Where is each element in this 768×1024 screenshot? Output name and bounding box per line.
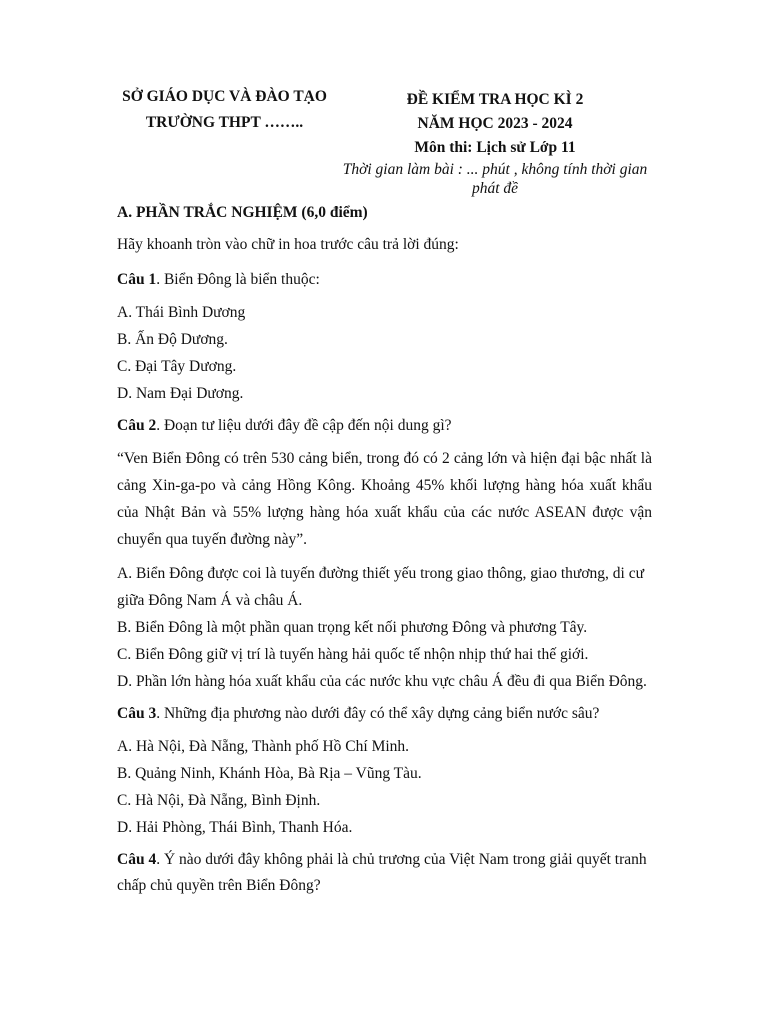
school-info — [117, 88, 332, 132]
exam-title: ĐỀ KIỂM TRA HỌC KÌ 2 — [406, 91, 584, 108]
question-3-options — [117, 733, 652, 841]
option-c: C. Biển Đông giữ vị trí là tuyến hàng hải quốc tế nhộn nhịp thứ hai thế giới. — [117, 646, 589, 663]
option-b: B. Ấn Độ Dương. — [117, 331, 228, 348]
question-label: Câu 3 — [117, 705, 157, 722]
department-name: SỞ GIÁO DỤC VÀ ĐÀO TẠO — [122, 88, 327, 105]
question-label: Câu 4 — [117, 851, 157, 868]
school-year: NĂM HỌC 2023 - 2024 — [417, 115, 573, 132]
source-quote: “Ven Biển Đông có trên 530 cảng biển, trong đó có 2 cảng lớn và hiện đại bậc nhất là cảng Xin-ga-po và cảng Hồng Kông. Khoảng 45% khối lượng hàng hóa xuất khẩu của Nhật Bản và 55% lượng hàng hóa xuất khẩu của các nước ASEAN được vận chuyển qua tuyến đường này”. — [117, 450, 652, 548]
option-a: A. Biển Đông được coi là tuyến đường thiết yếu trong giao thông, giao thương, di cư giữa Đông Nam Á và châu Á. — [117, 565, 644, 609]
school-name: TRƯỜNG THPT …….. — [145, 114, 304, 131]
subject: Môn thi: Lịch sử Lớp 11 — [414, 139, 576, 156]
section-title: A. PHẦN TRẮC NGHIỆM (6,0 điểm) — [117, 204, 368, 221]
question-label: Câu 2 — [117, 417, 157, 434]
question-2-options — [117, 560, 652, 695]
question-4 — [117, 847, 652, 899]
option-c: C. Hà Nội, Đà Nẵng, Bình Định. — [117, 792, 321, 809]
instruction: Hãy khoanh tròn vào chữ in hoa trước câu trả lời đúng: — [117, 236, 459, 253]
option-d: D. Nam Đại Dương. — [117, 385, 244, 402]
question-2 — [117, 413, 652, 439]
option-d: D. Phần lớn hàng hóa xuất khẩu của các nước khu vực châu Á đều đi qua Biển Đông. — [117, 673, 647, 690]
question-label: Câu 1 — [117, 271, 157, 288]
exam-header — [0, 88, 768, 200]
question-1 — [117, 267, 652, 293]
time-note: Thời gian làm bài : ... phút , không tính thời gian phát đề — [342, 161, 648, 197]
question-1-options — [117, 299, 652, 407]
question-text: . Những địa phương nào dưới đây có thể xây dựng cảng biển nước sâu? — [156, 705, 600, 722]
option-c: C. Đại Tây Dương. — [117, 358, 237, 375]
option-d: D. Hải Phòng, Thái Bình, Thanh Hóa. — [117, 819, 353, 836]
exam-info — [340, 88, 650, 198]
question-text: . Đoạn tư liệu dưới đây đề cập đến nội dung gì? — [156, 417, 452, 434]
option-a: A. Hà Nội, Đà Nẵng, Thành phố Hồ Chí Minh. — [117, 738, 410, 755]
option-a: A. Thái Bình Dương — [117, 304, 246, 321]
question-3 — [117, 701, 652, 727]
exam-content — [117, 202, 652, 905]
option-b: B. Quảng Ninh, Khánh Hòa, Bà Rịa – Vũng Tàu. — [117, 765, 422, 782]
option-b: B. Biển Đông là một phần quan trọng kết nối phương Đông và phương Tây. — [117, 619, 588, 636]
question-text: . Biển Đông là biển thuộc: — [156, 271, 320, 288]
question-text: . Ý nào dưới đây không phải là chủ trương của Việt Nam trong giải quyết tranh chấp chủ quyền trên Biển Đông? — [117, 851, 647, 894]
